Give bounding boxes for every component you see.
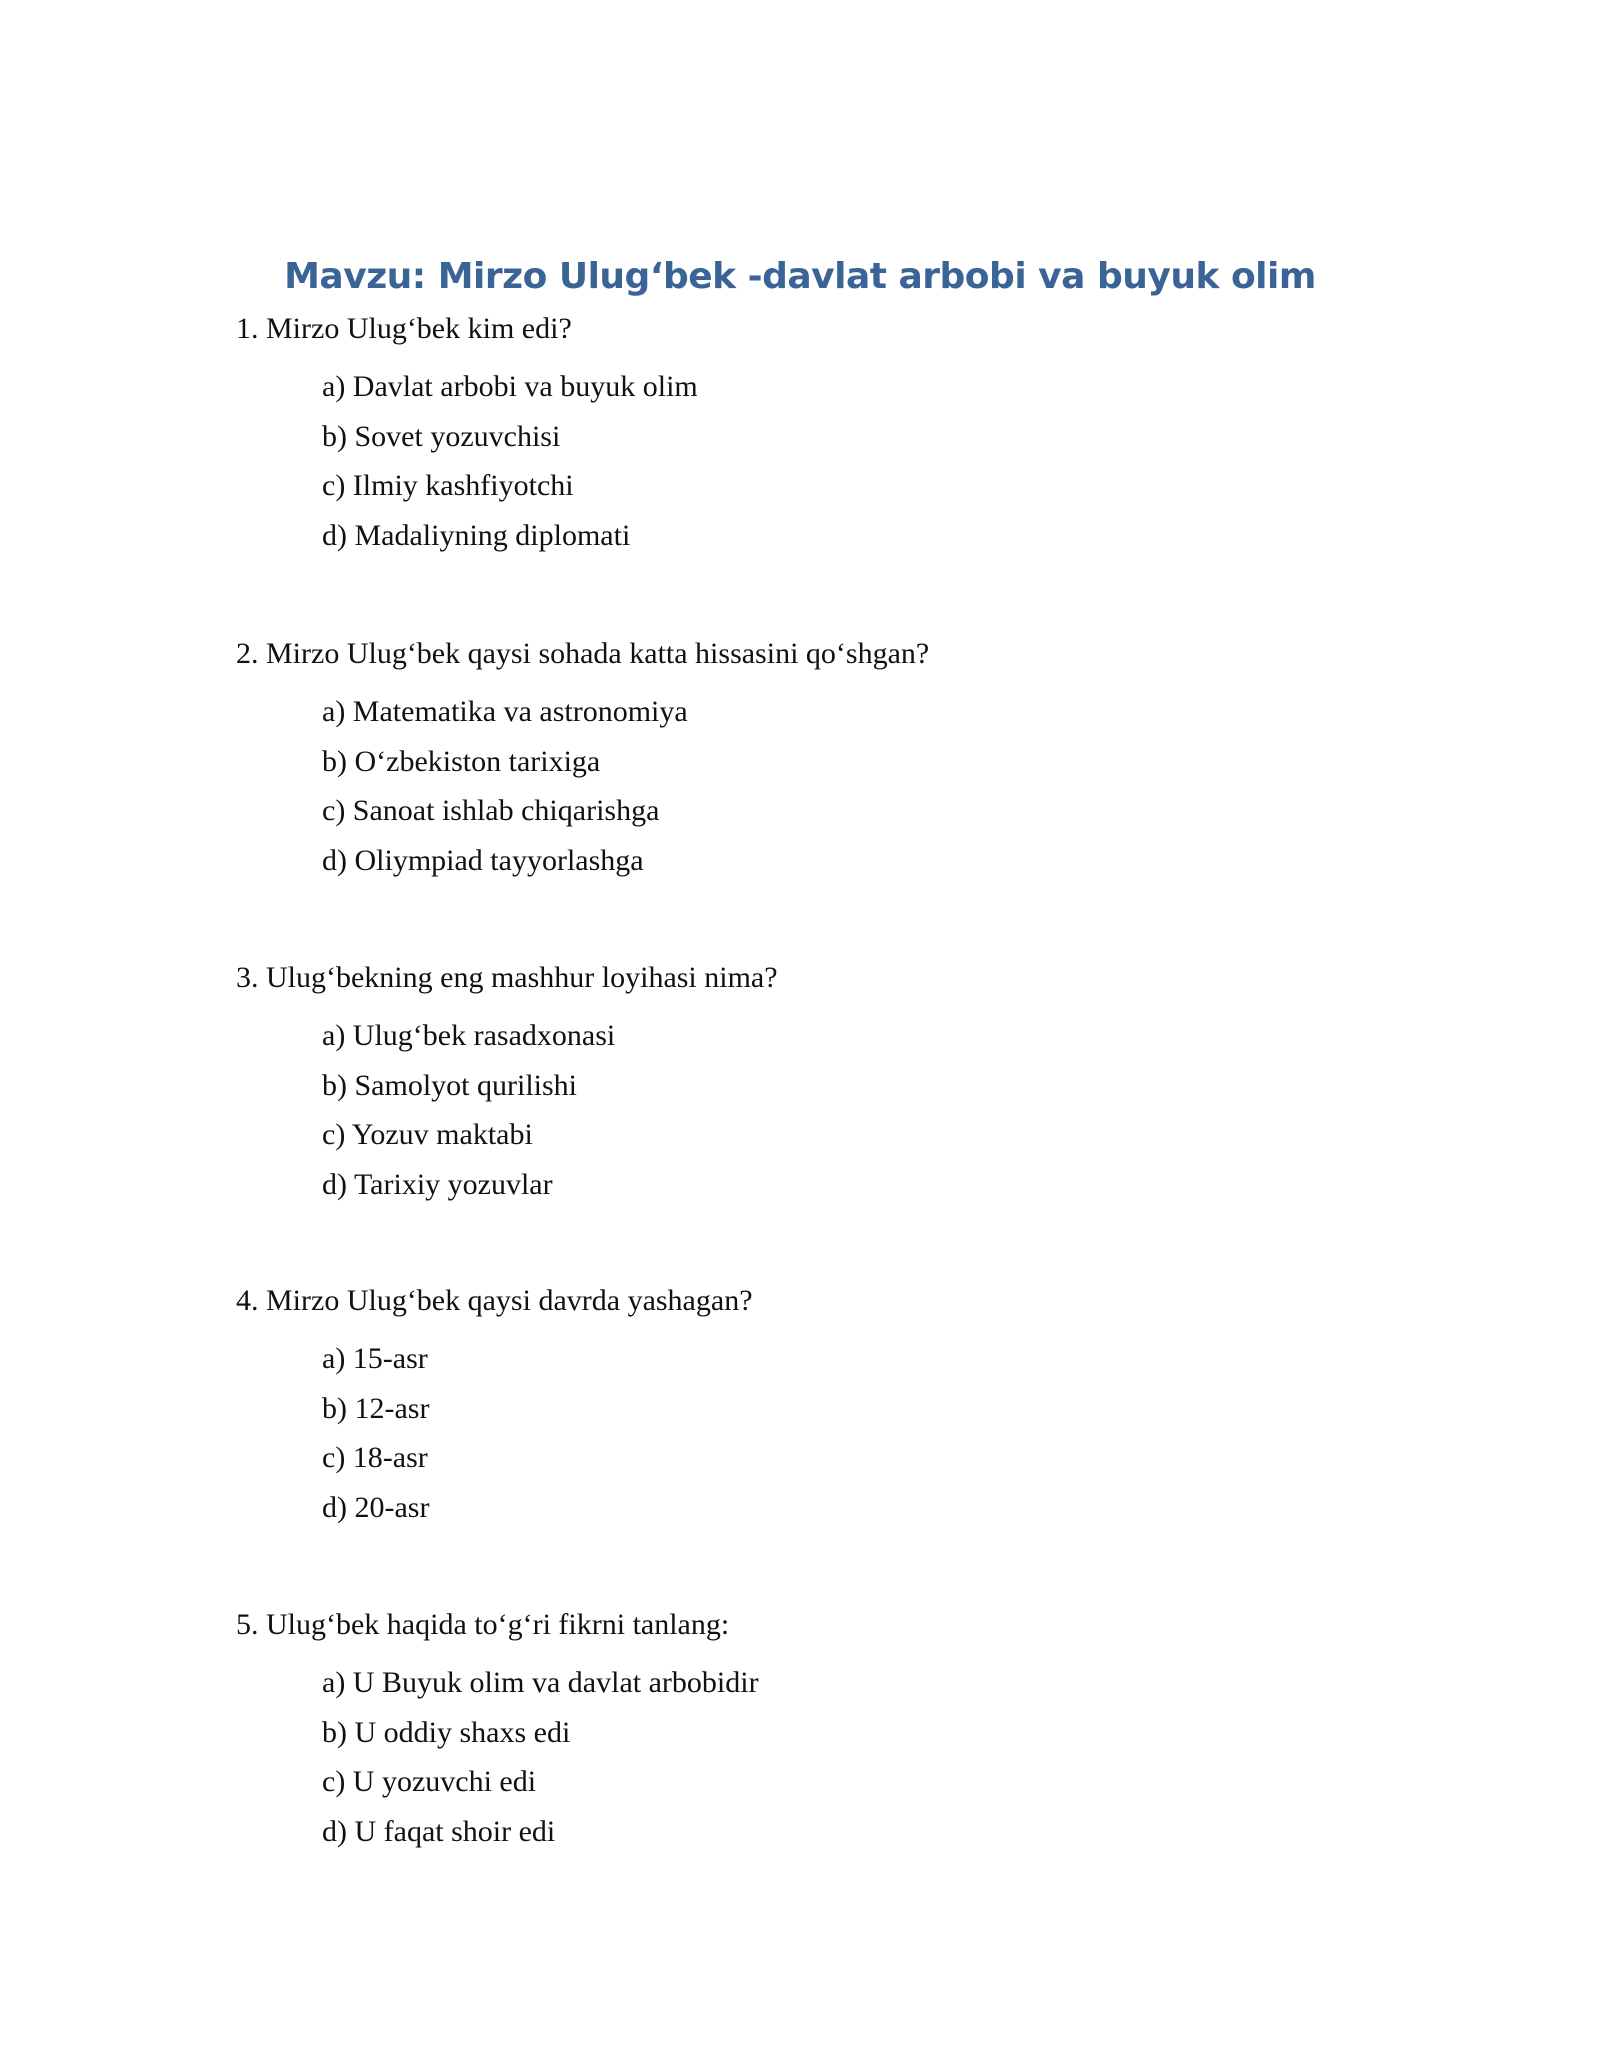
option-a: a) 15-asr [322,1342,428,1375]
option-b: b) 12-asr [322,1391,430,1425]
option-a: a) Matematika va astronomiya [322,695,688,728]
option-d: d) 20-asr [322,1490,430,1524]
answer-options [236,367,1436,565]
option-d: d) Madaliyning diplomati [322,518,631,552]
option-a: a) Davlat arbobi va buyuk olim [322,370,698,403]
option-b: b) Sovet yozuvchisi [322,419,561,453]
question-text: 5. Ulug‘bek haqida to‘g‘ri fikrni tanlang: [236,1608,730,1641]
answer-options [236,1016,1436,1214]
question-text: 1. Mirzo Ulug‘bek kim edi? [236,312,572,345]
option-a: a) U Buyuk olim va davlat arbobidir [322,1666,759,1699]
answer-options [236,1663,1436,1861]
option-c: c) Ilmiy kashfiyotchi [322,469,574,502]
question-text: 2. Mirzo Ulug‘bek qaysi sohada katta hissasini qo‘shgan? [236,637,930,670]
option-d: d) Tarixiy yozuvlar [322,1167,553,1201]
answer-options [236,1339,1436,1537]
option-c: c) Yozuv maktabi [322,1118,533,1151]
option-c: c) 18-asr [322,1441,428,1474]
option-b: b) U oddiy shaxs edi [322,1715,571,1749]
question-5 [236,1605,1436,1861]
option-d: d) Oliympiad tayyorlashga [322,843,644,877]
page-title: Mavzu: Mirzo Ulug‘bek -davlat arbobi va buyuk olim [284,256,1316,297]
option-b: b) Samolyot qurilishi [322,1068,577,1102]
option-c: c) Sanoat ishlab chiqarishga [322,794,660,827]
answer-options [236,692,1436,890]
question-text: 3. Ulug‘bekning eng mashhur loyihasi nima? [236,961,778,994]
question-2 [236,634,1436,890]
question-3 [236,958,1436,1214]
option-a: a) Ulug‘bek rasadxonasi [322,1019,616,1052]
question-text: 4. Mirzo Ulug‘bek qaysi davrda yashagan? [236,1284,753,1317]
option-d: d) U faqat shoir edi [322,1814,556,1848]
option-b: b) O‘zbekiston tarixiga [322,744,601,778]
question-4 [236,1281,1436,1537]
option-c: c) U yozuvchi edi [322,1765,537,1798]
question-1 [236,309,1436,565]
